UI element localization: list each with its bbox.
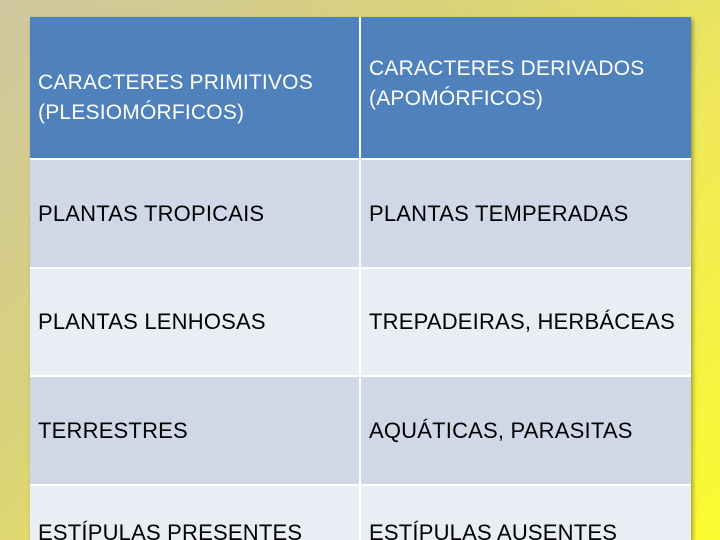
cell-text: ESTÍPULAS PRESENTES [38,520,303,540]
header-derived-characters [361,17,691,158]
cell-text: PLANTAS TROPICAIS [38,200,265,226]
header-primitive-characters [30,17,359,158]
cell-text: PLANTAS TEMPERADAS [369,200,629,226]
cell-text: TREPADEIRAS, HERBÁCEAS [369,309,675,334]
cell-text: ESTÍPULAS AUSENTES [369,520,618,540]
table-cell [361,486,691,540]
table-cell [30,486,359,540]
table-cell [30,160,359,267]
comparison-table [30,17,691,540]
table-cell [361,377,691,484]
table-cell [30,269,359,375]
cell-text: AQUÁTICAS, PARASITAS [369,417,633,443]
table-cell [361,160,691,267]
cell-text: PLANTAS LENHOSAS [38,309,266,334]
header-label: CARACTERES PRIMITIVOS (PLESIOMÓRFICOS) [38,70,313,124]
cell-text: TERRESTRES [38,417,188,443]
table-cell [361,269,691,375]
table-cell [30,377,359,484]
header-label: CARACTERES DERIVADOS (APOMÓRFICOS) [369,56,645,110]
